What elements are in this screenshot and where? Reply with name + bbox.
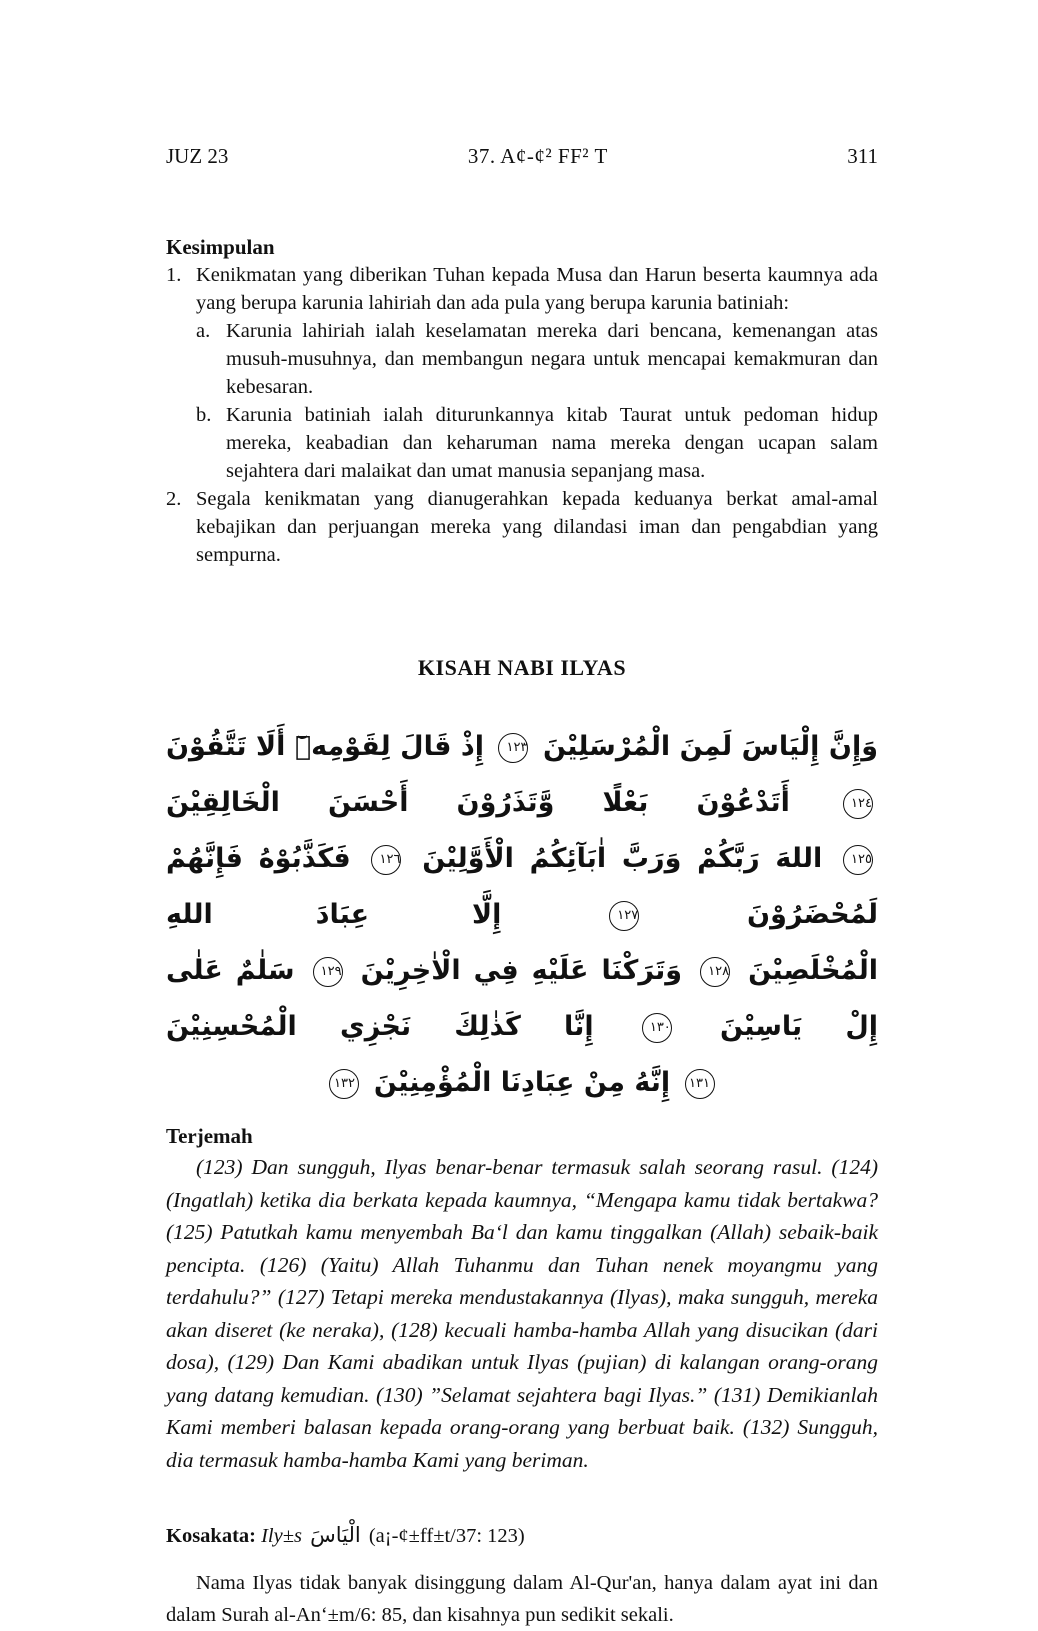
quran-verses-block	[166, 719, 878, 1111]
list-item-1-marker: 1.	[166, 264, 182, 286]
ayah-number-badge: ١٣٠	[642, 1013, 672, 1043]
kosakata-label: Kosakata:	[166, 1525, 256, 1547]
kisah-heading: KISAH NABI ILYAS	[417, 655, 627, 680]
quran-line-4	[166, 1055, 878, 1111]
ayah-text: إِلَّا عِبَادَ اللهِ	[166, 899, 502, 930]
kesimpulan-section	[166, 233, 878, 569]
header-surah-title: 37. A¢-¢² FF² T	[467, 144, 608, 168]
list-item-1-text: Kenikmatan yang diberikan Tuhan kepada Musa dan Harun beserta kaumnya ada yang berupa karunia lahiriah dan ada pula yang berupa karunia batiniah:	[196, 264, 878, 314]
ayah-text: إِذْ قَالَ لِقَوْمِهٖٓ أَلَا تَتَّقُوْنَ	[166, 731, 484, 762]
ayah-number-badge: ١٢٣	[498, 733, 528, 763]
ayah-number-badge: ١٢٦	[371, 845, 401, 875]
ayah-number-badge: ١٢٥	[843, 845, 873, 875]
ayah-text: فَكَذَّبُوْهُ فَإِنَّهُمْ لَمُحْضَرُوْنَ	[166, 843, 878, 930]
terjemah-paragraph: (123) Dan sungguh, Ilyas benar-benar termasuk salah seorang rasul. (124) (Ingatlah) ketika dia berkata kepada kaumnya, “Mengapa kamu tidak bertakwa? (125) Patutkah kamu menyembah Ba‘l dan kamu tinggalkan (Allah) sebaik-baik pencipta. (126) (Yaitu) Allah Tuhanmu dan Tuhan nenek moyangmu yang terdahulu?” (127) Tetapi mereka mendustakannya (Ilyas), maka sungguh, mereka akan diseret (ke neraka), (128) kecuali hamba-hamba Allah yang disucikan (dari dosa), (129) Dan Kami abadikan untuk Ilyas (pujian) di kalangan orang-orang yang datang kemudian. (130) ”Selamat sejahtera bagi Ilyas.” (131) Demikianlah Kami memberi balasan kepada orang-orang yang berbuat baik. (132) Sungguh, dia termasuk hamba-hamba Kami yang beriman.	[166, 1155, 878, 1472]
kosakata-reference: (a¡-¢±ff±t/37: 123)	[368, 1525, 525, 1547]
sublist-item-a-text: Karunia lahiriah ialah keselamatan mereka dari bencana, kemenangan atas musuh-musuhnya, dan membangun negara untuk mencapai kemakmuran dan kebesaran.	[226, 320, 878, 398]
quran-line-2	[166, 831, 878, 943]
ayah-text: سَلٰمٌ عَلٰى إِلْ يَاسِيْنَ	[166, 955, 879, 1042]
list-item-2	[166, 485, 878, 569]
sublist-item-b-text: Karunia batiniah ialah diturunkannya kitab Taurat untuk pedoman hidup mereka, keabadian dan keharuman nama mereka dengan ucapan salam sejahtera dari malaikat dan umat manusia sepanjang masa.	[226, 404, 878, 482]
kosakata-line	[166, 1520, 878, 1551]
page-header	[166, 144, 878, 169]
list-item-2-text: Segala kenikmatan yang dianugerahkan kepada keduanya berkat amal-amal kebajikan dan perjuangan mereka yang dilandasi iman dan pengabdian yang sempurna.	[196, 488, 878, 566]
ayah-text: إِنَّهُ مِنْ عِبَادِنَا الْمُؤْمِنِيْنَ	[373, 1067, 671, 1098]
ayah-number-badge: ١٣٢	[329, 1069, 359, 1099]
kosakata-transliteration: Ily±s	[261, 1525, 302, 1547]
ayah-number-badge: ١٢٤	[843, 789, 873, 819]
list-item-1-body	[196, 261, 878, 485]
kesimpulan-heading: Kesimpulan	[166, 235, 275, 259]
sublist-item-a-marker: a.	[196, 320, 211, 342]
sublist-item-a	[196, 317, 878, 401]
ayah-number-badge: ١٢٩	[313, 957, 343, 987]
quran-line-1	[166, 719, 878, 831]
ayah-text: اللهَ رَبَّكُمْ وَرَبَّ اٰبَآئِكُمُ الْأَوَّلِيْنَ	[422, 843, 823, 874]
kosakata-arabic-word: الْيَاسَ	[310, 1523, 361, 1547]
ayah-text: الْمُخْلَصِيْنَ	[748, 955, 879, 986]
header-page-number: 311	[847, 144, 878, 168]
ayah-text: إِنَّا كَذٰلِكَ نَجْزِي الْمُحْسِنِيْنَ	[166, 1011, 594, 1042]
ayah-number-badge: ١٢٨	[700, 957, 730, 987]
ayah-text: أَتَدْعُوْنَ بَعْلًا وَّتَذَرُوْنَ أَحْسَنَ الْخَالِقِيْنَ	[166, 787, 790, 818]
sublist-item-b-marker: b.	[196, 404, 212, 426]
ayah-number-badge: ١٢٧	[609, 901, 639, 931]
list-item-1	[166, 261, 878, 485]
ayah-text: وَتَرَكْنَا عَلَيْهِ فِي الْاٰخِرِيْنَ	[360, 955, 683, 986]
sublist-item-b	[196, 401, 878, 485]
header-juz-label: JUZ 23	[166, 144, 229, 168]
list-item-2-marker: 2.	[166, 488, 182, 510]
terjemah-heading: Terjemah	[166, 1124, 253, 1148]
ayah-number-badge: ١٣١	[685, 1069, 715, 1099]
ayah-text: وَإِنَّ إِلْيَاسَ لَمِنَ الْمُرْسَلِيْنَ	[542, 731, 878, 762]
closing-paragraph: Nama Ilyas tidak banyak disinggung dalam Al-Qur'an, hanya dalam ayat ini dan dalam Surah al-An‘±m/6: 85, dan kisahnya pun sedikit sekali.	[166, 1572, 878, 1626]
quran-line-3	[166, 943, 878, 1055]
